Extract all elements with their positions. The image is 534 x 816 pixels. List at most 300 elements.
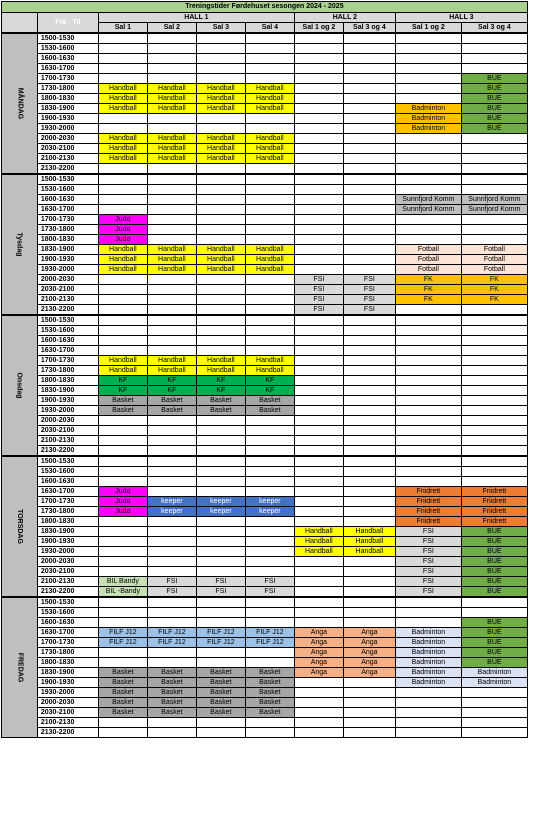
schedule-row [2, 64, 528, 74]
booking-cell [395, 456, 461, 467]
booking-cell [461, 446, 527, 457]
booking-cell: FSI [147, 577, 196, 587]
booking-cell [343, 195, 395, 205]
day-header-corner [2, 13, 38, 34]
booking-cell: KF [98, 386, 147, 396]
booking-cell [294, 74, 343, 84]
booking-cell [196, 648, 245, 658]
schedule-row [2, 668, 528, 678]
booking-cell [196, 225, 245, 235]
booking-cell [294, 215, 343, 225]
booking-cell: Basket [147, 396, 196, 406]
schedule-row [2, 295, 528, 305]
booking-cell [294, 567, 343, 577]
booking-cell [245, 718, 294, 728]
booking-cell [395, 698, 461, 708]
booking-cell: Handball [98, 356, 147, 366]
booking-cell [147, 205, 196, 215]
booking-cell: FSI [395, 567, 461, 577]
booking-cell [245, 235, 294, 245]
booking-cell [196, 74, 245, 84]
time-slot: 1600-1630 [37, 618, 98, 628]
booking-cell [294, 315, 343, 326]
booking-cell: Handball [147, 104, 196, 114]
booking-cell [343, 567, 395, 577]
time-slot: 1630-1700 [37, 64, 98, 74]
booking-cell [147, 185, 196, 195]
booking-cell: Basket [147, 678, 196, 688]
booking-cell [294, 618, 343, 628]
booking-cell [343, 255, 395, 265]
booking-cell [343, 678, 395, 688]
booking-cell: Basket [98, 708, 147, 718]
booking-cell [343, 436, 395, 446]
booking-cell [343, 114, 395, 124]
booking-cell: Handball [196, 134, 245, 144]
booking-cell [395, 396, 461, 406]
booking-cell [98, 326, 147, 336]
booking-cell: BUE [461, 587, 527, 598]
booking-cell [196, 718, 245, 728]
time-slot: 1830-1900 [37, 527, 98, 537]
booking-cell: Sunnfjord Komm [461, 195, 527, 205]
schedule-row [2, 587, 528, 598]
booking-cell: Basket [147, 698, 196, 708]
booking-cell [395, 376, 461, 386]
booking-cell [98, 315, 147, 326]
hall-header-row [2, 13, 528, 23]
booking-cell [245, 185, 294, 195]
schedule-row [2, 456, 528, 467]
booking-cell [395, 688, 461, 698]
booking-cell [294, 436, 343, 446]
booking-cell: Handball [196, 245, 245, 255]
booking-cell [196, 436, 245, 446]
booking-cell [196, 315, 245, 326]
booking-cell: Anga [294, 628, 343, 638]
booking-cell [461, 467, 527, 477]
booking-cell: Basket [98, 678, 147, 688]
booking-cell: Basket [147, 708, 196, 718]
booking-cell [245, 416, 294, 426]
booking-cell: Friidrett [395, 507, 461, 517]
schedule-row [2, 305, 528, 316]
booking-cell [147, 537, 196, 547]
booking-cell: BUE [461, 114, 527, 124]
booking-cell: Basket [196, 688, 245, 698]
booking-cell: Friidrett [461, 487, 527, 497]
booking-cell [98, 728, 147, 738]
day-label: MÅNDAG [15, 87, 23, 120]
booking-cell [343, 104, 395, 114]
booking-cell [294, 577, 343, 587]
booking-cell: KF [196, 376, 245, 386]
schedule-row [2, 195, 528, 205]
schedule-row [2, 577, 528, 587]
booking-cell: Anga [343, 668, 395, 678]
booking-cell [461, 426, 527, 436]
booking-cell [461, 154, 527, 164]
booking-cell [461, 164, 527, 175]
schedule-row [2, 718, 528, 728]
schedule-row [2, 265, 528, 275]
booking-cell [343, 608, 395, 618]
booking-cell [98, 205, 147, 215]
booking-cell: Handball [147, 84, 196, 94]
booking-cell [98, 658, 147, 668]
schedule-row [2, 517, 528, 527]
time-slot: 2130-2200 [37, 446, 98, 457]
booking-cell: Basket [98, 698, 147, 708]
time-slot: 1800-1830 [37, 94, 98, 104]
booking-cell: Basket [147, 688, 196, 698]
booking-cell [294, 406, 343, 416]
time-slot: 1530-1600 [37, 326, 98, 336]
booking-cell [98, 718, 147, 728]
booking-cell [147, 235, 196, 245]
booking-cell: BUE [461, 84, 527, 94]
booking-cell [147, 567, 196, 577]
booking-cell [343, 517, 395, 527]
booking-cell: Handball [245, 94, 294, 104]
schedule-row [2, 467, 528, 477]
booking-cell [245, 215, 294, 225]
booking-cell [98, 174, 147, 185]
booking-cell: FSI [395, 557, 461, 567]
booking-cell [147, 618, 196, 628]
booking-cell: Fotball [395, 265, 461, 275]
booking-cell: Friidrett [395, 497, 461, 507]
booking-cell [395, 94, 461, 104]
day-label-cell [2, 174, 38, 315]
booking-cell [461, 326, 527, 336]
time-slot: 1630-1700 [37, 628, 98, 638]
booking-cell [147, 426, 196, 436]
schedule-row [2, 356, 528, 366]
booking-cell [98, 608, 147, 618]
booking-cell: Friidrett [461, 507, 527, 517]
schedule-row [2, 114, 528, 124]
booking-cell: Handball [147, 255, 196, 265]
booking-cell: Handball [245, 265, 294, 275]
booking-cell [343, 154, 395, 164]
booking-cell [294, 708, 343, 718]
booking-cell [196, 618, 245, 628]
booking-cell [147, 33, 196, 44]
booking-cell: Handball [196, 84, 245, 94]
booking-cell [294, 376, 343, 386]
booking-cell [461, 688, 527, 698]
booking-cell [245, 608, 294, 618]
booking-cell: FSI [294, 295, 343, 305]
booking-cell [343, 477, 395, 487]
booking-cell: keeper [196, 497, 245, 507]
booking-cell [395, 346, 461, 356]
booking-cell [343, 366, 395, 376]
booking-cell: Handball [98, 154, 147, 164]
booking-cell [245, 467, 294, 477]
booking-cell: FILF J12 [147, 628, 196, 638]
time-slot: 1700-1730 [37, 356, 98, 366]
booking-cell: KF [245, 376, 294, 386]
booking-cell [343, 74, 395, 84]
booking-cell [196, 658, 245, 668]
hall-1-header: HALL 1 [98, 13, 294, 23]
schedule-row [2, 54, 528, 64]
booking-cell [245, 305, 294, 316]
booking-cell [147, 124, 196, 134]
booking-cell [196, 174, 245, 185]
booking-cell [343, 728, 395, 738]
booking-cell [98, 64, 147, 74]
booking-cell [147, 64, 196, 74]
time-slot: 2130-2200 [37, 587, 98, 598]
schedule-row [2, 124, 528, 134]
time-slot: 2030-2100 [37, 426, 98, 436]
title-row [2, 2, 528, 13]
time-slot: 1500-1530 [37, 456, 98, 467]
booking-cell [147, 597, 196, 608]
schedule-row [2, 94, 528, 104]
booking-cell [461, 718, 527, 728]
booking-cell [245, 326, 294, 336]
booking-cell: BUE [461, 618, 527, 628]
booking-cell [294, 477, 343, 487]
booking-cell [98, 618, 147, 628]
day-label-cell [2, 315, 38, 456]
booking-cell [196, 608, 245, 618]
booking-cell [147, 718, 196, 728]
schedule-row [2, 376, 528, 386]
booking-cell: Handball [245, 255, 294, 265]
booking-cell [294, 44, 343, 54]
booking-cell [294, 688, 343, 698]
booking-cell [461, 698, 527, 708]
booking-cell: Handball [147, 356, 196, 366]
booking-cell [343, 164, 395, 175]
booking-cell [343, 406, 395, 416]
time-slot: 1730-1800 [37, 84, 98, 94]
booking-cell [294, 94, 343, 104]
time-slot: 1600-1630 [37, 54, 98, 64]
booking-cell [147, 295, 196, 305]
booking-cell [245, 517, 294, 527]
booking-cell: Basket [245, 668, 294, 678]
booking-cell [294, 597, 343, 608]
booking-cell [245, 225, 294, 235]
booking-cell [245, 114, 294, 124]
time-slot: 2000-2030 [37, 416, 98, 426]
booking-cell: BUE [461, 124, 527, 134]
booking-cell: FK [395, 275, 461, 285]
booking-cell: Handball [147, 134, 196, 144]
booking-cell: Judo [98, 225, 147, 235]
booking-cell [343, 597, 395, 608]
booking-cell: Sunnfjord Komm [395, 195, 461, 205]
booking-cell [98, 456, 147, 467]
booking-cell [395, 386, 461, 396]
booking-cell [196, 275, 245, 285]
time-slot: 1930-2000 [37, 688, 98, 698]
booking-cell [245, 597, 294, 608]
booking-cell [196, 195, 245, 205]
booking-cell [196, 547, 245, 557]
booking-cell [461, 235, 527, 245]
time-slot: 1900-1930 [37, 537, 98, 547]
time-slot: 1500-1530 [37, 174, 98, 185]
booking-cell: Handball [294, 547, 343, 557]
booking-cell [395, 718, 461, 728]
booking-cell [461, 416, 527, 426]
sal-header: Sal 3 og 4 [343, 23, 395, 34]
booking-cell [147, 446, 196, 457]
booking-cell [294, 678, 343, 688]
time-slot: 2100-2130 [37, 577, 98, 587]
booking-cell: Handball [343, 527, 395, 537]
time-slot: 2030-2100 [37, 144, 98, 154]
booking-cell [196, 517, 245, 527]
booking-cell: FSI [343, 285, 395, 295]
booking-cell: KF [147, 376, 196, 386]
booking-cell: Handball [294, 527, 343, 537]
booking-cell [98, 336, 147, 346]
time-slot: 1900-1930 [37, 396, 98, 406]
booking-cell [294, 174, 343, 185]
booking-cell [294, 386, 343, 396]
booking-cell [147, 195, 196, 205]
booking-cell: Judo [98, 215, 147, 225]
booking-cell [395, 728, 461, 738]
booking-cell [147, 275, 196, 285]
booking-cell: Basket [196, 698, 245, 708]
page-title: Treningstider Førdehuset sesongen 2024 - 2025 [2, 2, 528, 13]
schedule-sheet [1, 1, 528, 738]
time-slot: 2030-2100 [37, 567, 98, 577]
booking-cell: BUE [461, 94, 527, 104]
booking-cell: BUE [461, 567, 527, 577]
schedule-row [2, 366, 528, 376]
time-slot: 1900-1930 [37, 255, 98, 265]
booking-cell [395, 305, 461, 316]
schedule-row [2, 396, 528, 406]
booking-cell [196, 235, 245, 245]
schedule-row [2, 638, 528, 648]
time-slot: 1830-1900 [37, 245, 98, 255]
day-label-cell [2, 597, 38, 738]
booking-cell: Handball [196, 144, 245, 154]
booking-cell [343, 698, 395, 708]
booking-cell [343, 235, 395, 245]
booking-cell [294, 346, 343, 356]
sal-header: Sal 4 [245, 23, 294, 34]
booking-cell [343, 124, 395, 134]
booking-cell: Badminton [395, 114, 461, 124]
schedule-row [2, 537, 528, 547]
schedule-row [2, 487, 528, 497]
booking-cell [98, 597, 147, 608]
booking-cell [395, 235, 461, 245]
booking-cell [294, 235, 343, 245]
day-label: Tysdag [15, 232, 23, 257]
booking-cell: Handball [245, 154, 294, 164]
booking-cell [343, 54, 395, 64]
time-slot: 1500-1530 [37, 33, 98, 44]
booking-cell [395, 356, 461, 366]
time-slot: 1900-1930 [37, 678, 98, 688]
booking-cell [395, 446, 461, 457]
time-slot: 1700-1730 [37, 497, 98, 507]
schedule-row [2, 74, 528, 84]
schedule-row [2, 104, 528, 114]
booking-cell: Badminton [395, 638, 461, 648]
booking-cell: FSI [395, 537, 461, 547]
booking-cell: Badminton [395, 658, 461, 668]
booking-cell [245, 477, 294, 487]
time-slot: 1500-1530 [37, 315, 98, 326]
booking-cell: Handball [245, 134, 294, 144]
time-slot: 1930-2000 [37, 406, 98, 416]
booking-cell: FSI [395, 547, 461, 557]
booking-cell [343, 205, 395, 215]
booking-cell [245, 44, 294, 54]
booking-cell: FSI [294, 305, 343, 316]
booking-cell: FSI [395, 527, 461, 537]
time-slot: 1630-1700 [37, 205, 98, 215]
booking-cell [395, 84, 461, 94]
booking-cell: BUE [461, 74, 527, 84]
time-slot: 1930-2000 [37, 265, 98, 275]
booking-cell [395, 215, 461, 225]
booking-cell [98, 567, 147, 577]
booking-cell: Anga [343, 658, 395, 668]
booking-cell [294, 225, 343, 235]
booking-cell: Basket [147, 406, 196, 416]
booking-cell [395, 336, 461, 346]
booking-cell [98, 54, 147, 64]
time-slot: 1900-1930 [37, 114, 98, 124]
booking-cell [98, 305, 147, 316]
schedule-row [2, 597, 528, 608]
booking-cell [147, 54, 196, 64]
booking-cell [395, 366, 461, 376]
booking-cell [147, 658, 196, 668]
booking-cell: Basket [245, 406, 294, 416]
booking-cell [294, 718, 343, 728]
schedule-row [2, 144, 528, 154]
booking-cell: Handball [98, 144, 147, 154]
booking-cell [196, 426, 245, 436]
booking-cell: Friidrett [395, 517, 461, 527]
booking-cell [461, 346, 527, 356]
booking-cell [98, 114, 147, 124]
booking-cell [461, 185, 527, 195]
booking-cell [395, 44, 461, 54]
booking-cell [245, 567, 294, 577]
booking-cell [98, 195, 147, 205]
time-slot: 1730-1800 [37, 507, 98, 517]
booking-cell [245, 658, 294, 668]
schedule-row [2, 557, 528, 567]
booking-cell [461, 54, 527, 64]
booking-cell [343, 33, 395, 44]
booking-cell: Badminton [395, 124, 461, 134]
booking-cell: FK [461, 295, 527, 305]
booking-cell [294, 456, 343, 467]
booking-cell [98, 74, 147, 84]
booking-cell [343, 718, 395, 728]
booking-cell: FSI [245, 577, 294, 587]
booking-cell: Basket [98, 406, 147, 416]
